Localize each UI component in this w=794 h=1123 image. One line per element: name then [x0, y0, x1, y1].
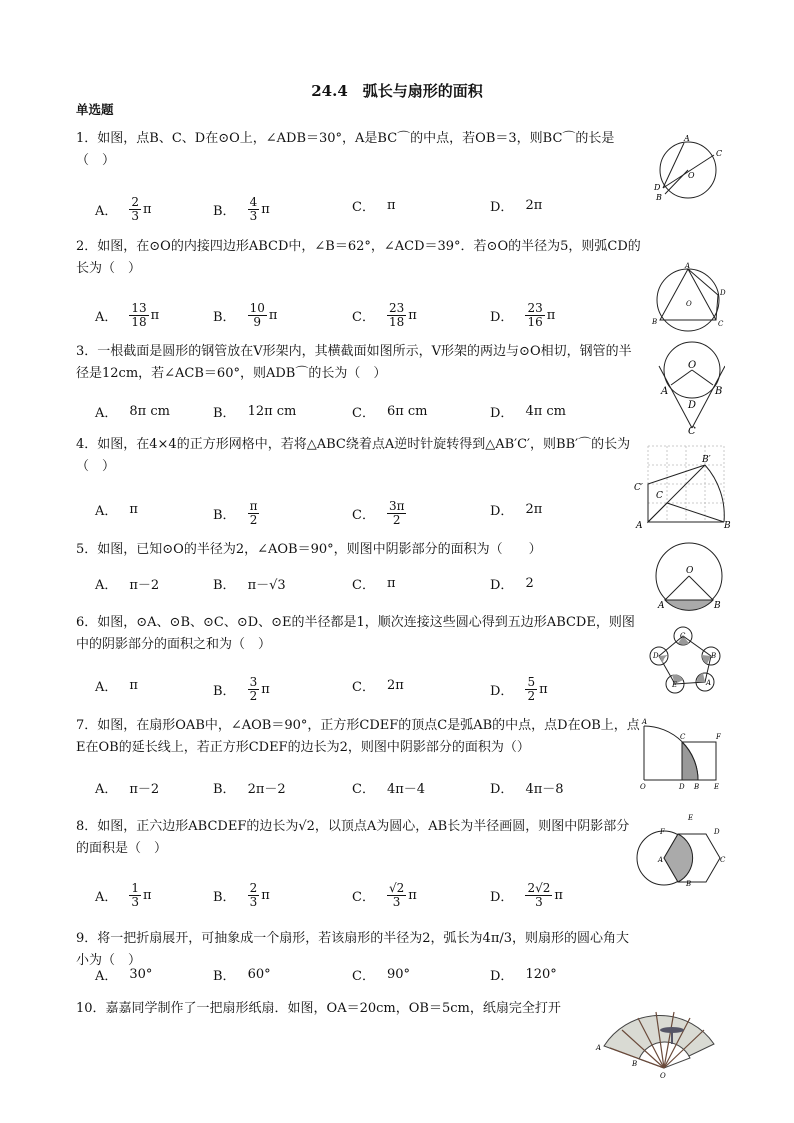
option-value: 60° [247, 967, 271, 982]
numerator: 1 [131, 881, 140, 895]
option-fraction [248, 500, 260, 527]
option[interactable] [490, 882, 563, 909]
question-6-options [76, 676, 641, 704]
denominator: 3 [392, 895, 401, 909]
numerator: π [249, 499, 258, 513]
option-suffix: π [261, 682, 270, 697]
option[interactable] [95, 778, 159, 797]
option-letter: A． [95, 680, 118, 695]
option[interactable] [352, 676, 404, 695]
option-letter: A． [95, 969, 118, 984]
option[interactable] [95, 196, 152, 223]
option[interactable] [95, 882, 152, 909]
fig7-label-b: B [694, 783, 700, 791]
option[interactable] [95, 302, 159, 329]
fig1-label-b: B [656, 193, 662, 202]
option-value: 12π cm [247, 404, 297, 419]
option-letter: C． [352, 782, 375, 797]
option-value: 2π [525, 502, 543, 517]
fig8-label-e: E [688, 814, 694, 822]
option[interactable] [490, 196, 542, 215]
option-value: 4π cm [525, 404, 566, 419]
option[interactable] [95, 965, 152, 984]
denominator: 3 [131, 209, 140, 223]
option[interactable] [213, 574, 286, 593]
figure-1-circle [650, 132, 730, 202]
option-letter: B． [213, 508, 236, 523]
option-suffix: π [143, 202, 152, 217]
option-letter: B． [213, 310, 236, 325]
option-fraction [525, 302, 544, 329]
figure-4-grid-rotation [632, 440, 732, 530]
question-4-options [76, 500, 641, 528]
fig2-label-a: A [685, 262, 691, 270]
option-letter: C． [352, 200, 375, 215]
fig2-label-b: B [652, 318, 658, 326]
option[interactable] [490, 778, 564, 797]
option-letter: B． [213, 782, 236, 797]
denominator: 3 [131, 895, 140, 909]
option[interactable] [95, 402, 170, 421]
option-fraction [387, 500, 407, 527]
option-value: 30° [129, 967, 153, 982]
option-letter: B． [213, 204, 236, 219]
option[interactable] [95, 500, 138, 519]
option-value: 120° [525, 967, 557, 982]
option-fraction [248, 196, 260, 223]
option-suffix: π [546, 308, 556, 323]
fig3-label-d: D [688, 400, 697, 411]
question-10-text: 10．嘉嘉同学制作了一把扇形纸扇．如图，OA＝20cm，OB＝5cm，纸扇完全打开 [76, 1001, 561, 1016]
fig5-label-o: O [686, 566, 694, 576]
numerator: 2 [131, 195, 140, 209]
fig3-label-o: O [688, 360, 697, 371]
question-1-options [76, 196, 641, 224]
fig1-label-c: C [716, 149, 723, 158]
option-value: 2π [386, 678, 404, 693]
option[interactable] [352, 882, 417, 909]
option-value: 2π－2 [247, 782, 286, 797]
fig7-label-a: A [642, 718, 648, 726]
fig3-label-b: B [715, 386, 723, 397]
option-letter: A． [95, 782, 118, 797]
fig5-label-b: B [714, 601, 721, 611]
option[interactable] [490, 402, 566, 421]
option-letter: D． [490, 969, 514, 984]
option-letter: D． [490, 578, 514, 593]
question-1-text: 1．如图，点B、C、D在⊙O上，∠ADB＝30°，A是BC⌒的中点，若OB＝3，则BC⌒的长是（ ） [76, 131, 615, 168]
fig6-label-d: D [653, 652, 659, 660]
option[interactable] [352, 402, 428, 421]
option-letter: C． [352, 406, 375, 421]
option-letter: B． [213, 684, 236, 699]
option[interactable] [490, 500, 542, 519]
numerator: 3 [249, 675, 258, 689]
denominator: 3 [249, 895, 258, 909]
option-value: 90° [386, 967, 410, 982]
option-letter: C． [352, 508, 375, 523]
option-fraction [129, 882, 141, 909]
question-7-options [76, 778, 641, 806]
option-fraction [248, 676, 260, 703]
option-fraction [387, 882, 406, 909]
fig2-label-c: C [718, 320, 724, 328]
denominator: 2 [392, 513, 401, 527]
option-letter: D． [490, 782, 514, 797]
option[interactable] [213, 402, 296, 421]
fig7-label-c: C [680, 733, 686, 741]
option-letter: A． [95, 578, 118, 593]
fig3-label-a: A [661, 386, 669, 397]
fig8-label-a: A [658, 856, 664, 864]
option[interactable] [213, 965, 271, 984]
numerator: 13 [131, 301, 147, 315]
question-8-options [76, 882, 641, 910]
numerator: 2 [249, 881, 258, 895]
fig1-label-a: A [684, 134, 690, 143]
option-suffix: π [268, 308, 278, 323]
option-value: π－√3 [247, 578, 286, 593]
question-5-text: 5．如图，已知⊙O的半径为2，∠AOB＝90°，则图中阴影部分的面积为（ ） [76, 542, 542, 557]
question-2-text: 2．如图，在⊙O的内接四边形ABCD中，∠B＝62°，∠ACD＝39°．若⊙O的半径为5，则弧CD的长为（ ） [76, 239, 641, 276]
question-9-text: 9．将一把折扇展开，可抽象成一个扇形，若该扇形的半径为2，弧长为4π/3，则扇形的圆心角大小为（ ） [76, 931, 630, 968]
question-2-options [76, 302, 641, 330]
fig3-label-c: C [688, 426, 696, 437]
option-value: π－2 [129, 782, 160, 797]
denominator: 3 [249, 209, 258, 223]
figure-2-inscribed-quad [650, 262, 730, 332]
question-4-text: 4．如图，在4×4的正方形网格中，若将△ABC绕着点A逆时针旋转得到△AB′C′，则BB′⌒的长为（ ） [76, 437, 631, 474]
denominator: 2 [249, 689, 258, 703]
option-suffix: π [539, 682, 548, 697]
option-suffix: π [408, 888, 417, 903]
option-letter: C． [352, 969, 375, 984]
option[interactable] [352, 778, 425, 797]
option-value: π [129, 678, 138, 693]
option-letter: D． [490, 200, 514, 215]
option-letter: D． [490, 684, 514, 699]
option-letter: D． [490, 890, 514, 905]
option-value: 6π cm [386, 404, 428, 419]
option-value: π [386, 198, 396, 213]
question-8-text: 8．如图，正六边形ABCDEF的边长为√2，以顶点A为圆心，AB长为半径画圆，则图中阴影部分的面积是（ ） [76, 819, 630, 856]
option-value: 4π－4 [386, 782, 426, 797]
fig4-label-c: C [656, 491, 663, 501]
option-letter: C． [352, 578, 375, 593]
figure-3-v-frame [655, 338, 725, 438]
numerator: 2√2 [527, 881, 551, 895]
option[interactable] [213, 778, 286, 797]
numerator: √2 [388, 881, 405, 895]
fig4-label-b-prime: B′ [702, 455, 711, 465]
figure-6-five-circles [645, 624, 725, 694]
question-7-text: 7．如图，在扇形OAB中，∠AOB＝90°，正方形CDEF的顶点C是弧AB的中点，点D在OB上，点E在OB的延长线上，若正方形CDEF的边长为2，则图中阴影部分的面积为（） [76, 718, 640, 755]
option[interactable] [490, 574, 534, 593]
option-fraction [129, 196, 141, 223]
question-3-options [76, 402, 641, 430]
option-fraction [248, 882, 260, 909]
option-fraction [129, 302, 148, 329]
option-letter: B． [213, 969, 236, 984]
option-suffix: π [150, 308, 160, 323]
section-heading: 单选题 [76, 102, 114, 117]
numerator: 3π [388, 499, 405, 513]
option[interactable] [213, 676, 270, 703]
fig7-label-e: E [714, 783, 720, 791]
page-title: 24.4 弧长与扇形的面积 [311, 82, 483, 100]
fig6-label-b: B [711, 652, 717, 660]
denominator: 18 [131, 315, 147, 329]
figure-10-folding-fan [594, 1004, 724, 1079]
fig2-label-d: D [720, 289, 726, 297]
fig8-label-b: B [686, 880, 692, 888]
option[interactable] [95, 574, 159, 593]
fig7-label-d: D [679, 783, 685, 791]
option-value: 2 [525, 576, 534, 591]
question-5-options [76, 574, 641, 602]
option[interactable] [352, 965, 410, 984]
option-letter: A． [95, 204, 118, 219]
option-value: 2π [525, 198, 543, 213]
option-fraction [387, 302, 406, 329]
fig6-label-c: C [680, 632, 686, 640]
numerator: 4 [249, 195, 258, 209]
fig10-label-b: B [632, 1060, 638, 1068]
fig8-label-c: C [720, 856, 726, 864]
option-letter: B． [213, 578, 236, 593]
option-letter: A． [95, 406, 118, 421]
option-value: π [386, 576, 396, 591]
fig6-label-a: A [706, 679, 712, 687]
numerator: 23 [527, 301, 543, 315]
fig4-label-c-prime: C′ [634, 483, 643, 493]
denominator: 3 [535, 895, 543, 909]
option-value: π－2 [129, 578, 160, 593]
option[interactable] [352, 500, 408, 527]
option[interactable] [213, 882, 270, 909]
figure-5-shaded-segment [652, 540, 732, 615]
question-3-text: 3．一根截面是圆形的钢管放在V形架内，其横截面如图所示，V形架的两边与⊙O相切，钢管的半径是12cm，若∠ACB＝60°，则ADB⌒的长为（ ） [76, 344, 632, 381]
option-suffix: π [143, 888, 152, 903]
fig2-label-o: O [686, 300, 692, 308]
figure-8-hexagon-circle [636, 810, 726, 895]
option[interactable] [352, 196, 396, 215]
fig8-label-d: D [714, 828, 720, 836]
fig8-label-f: F [660, 828, 665, 836]
option-suffix: π [408, 308, 417, 323]
option-value: 4π－8 [525, 782, 564, 797]
option[interactable] [352, 574, 396, 593]
fig7-label-o: O [640, 783, 646, 791]
option-fraction [525, 882, 552, 909]
numerator: 5 [527, 675, 536, 689]
option-letter: D． [490, 504, 514, 519]
fig5-label-a: A [658, 601, 665, 611]
question-6-text: 6．如图，⊙A、⊙B、⊙C、⊙D、⊙E的半径都是1，顺次连接这些圆心得到五边形ABCDE，则图中的阴影部分的面积之和为（ ） [76, 615, 635, 652]
fig1-label-d: D [654, 183, 661, 192]
fig10-label-a: A [596, 1044, 602, 1052]
option[interactable] [213, 302, 277, 329]
option[interactable] [352, 302, 417, 329]
option-letter: C． [352, 680, 375, 695]
option-suffix: π [261, 888, 270, 903]
fig4-label-b: B [724, 521, 731, 530]
denominator: 18 [388, 315, 405, 329]
option-suffix: π [261, 202, 270, 217]
option[interactable] [95, 676, 138, 695]
option[interactable] [490, 302, 555, 329]
option-letter: C． [352, 310, 375, 325]
option-letter: C． [352, 890, 375, 905]
option-value: 8π cm [129, 404, 170, 419]
figure-7-sector-square [636, 718, 726, 793]
fig6-label-e: E [672, 681, 678, 689]
denominator: 2 [249, 513, 258, 527]
option-fraction [525, 676, 537, 703]
option-letter: B． [213, 890, 236, 905]
fig4-label-a: A [636, 521, 643, 530]
option-fraction [248, 302, 267, 329]
option[interactable] [213, 500, 261, 527]
option[interactable] [490, 965, 557, 984]
numerator: 10 [249, 301, 265, 315]
numerator: 23 [388, 301, 405, 315]
option[interactable] [213, 196, 270, 223]
option-letter: A． [95, 504, 118, 519]
denominator: 16 [527, 315, 543, 329]
fig7-label-f: F [716, 733, 721, 741]
option-letter: A． [95, 310, 118, 325]
option-letter: B． [213, 406, 236, 421]
option-letter: D． [490, 310, 514, 325]
option-suffix: π [554, 888, 563, 903]
denominator: 9 [253, 315, 262, 329]
fig1-label-o: O [688, 171, 695, 180]
question-9-options [76, 965, 641, 993]
option-letter: D． [490, 406, 514, 421]
option-letter: A． [95, 890, 118, 905]
option[interactable] [490, 676, 548, 703]
option-value: π [129, 502, 138, 517]
fig10-label-o: O [660, 1072, 666, 1079]
denominator: 2 [527, 689, 536, 703]
